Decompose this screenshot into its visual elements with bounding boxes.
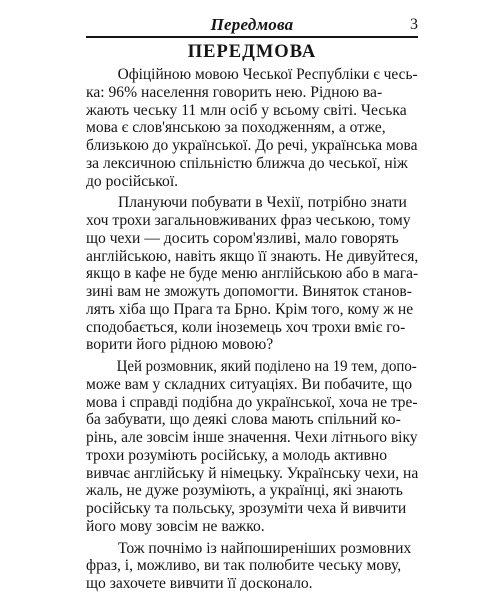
text-line: до російської. — [86, 172, 179, 190]
text-line: англійською, навіть якщо її знають. Не дивуйтеся, — [86, 247, 419, 265]
text-line: може вам у складних ситуаціях. Ви побачите, що — [86, 375, 413, 393]
text-line: ка: 96% населення говорить нею. Рідною ва- — [86, 83, 383, 101]
chapter-title: ПЕРЕДМОВА — [187, 42, 317, 62]
page-number: 3 — [410, 16, 418, 33]
text-line: що чехи — досить сором'язливі, мало говорять — [86, 229, 399, 247]
text-line: трохи розуміють російську, а молодь активно — [86, 446, 388, 464]
text-line: жаль, не дуже розуміють, а українці, які знають — [86, 482, 403, 500]
body-text — [86, 66, 418, 597]
text-line: мова є слов'янською за походженням, а отже, — [86, 119, 386, 137]
text-line: лять хіба що Прага та Брно. Крім того, кому ж не — [86, 300, 414, 318]
text-line: Плануючи побувати в Чехії, потрібно знати — [118, 194, 407, 212]
header-rule — [86, 36, 418, 38]
text-line: близькою до української. До речі, українська мова — [86, 137, 418, 154]
paragraph-closing — [86, 540, 418, 593]
text-line: ба забувати, що деякі слова мають спільний ко- — [86, 411, 401, 429]
text-line: Офіційною мовою Чеської Республіки є чесь- — [117, 66, 418, 83]
paragraph-travel-planning — [86, 194, 418, 354]
text-line: ворити його рідною мовою? — [86, 336, 274, 354]
running-title: Передмова — [210, 15, 294, 34]
text-line: його мову зовсім не важко. — [86, 517, 265, 535]
paragraph-phrasebook — [86, 358, 418, 536]
text-line: російську та польську, зрозуміти чеха й вивчити — [86, 500, 407, 517]
text-line: Цей розмовник, який поділено на 19 тем, допо- — [116, 358, 417, 375]
text-line: що захочете вивчити її досконало. — [86, 575, 313, 592]
text-line: вивчає англійську й німецьку. Українську чехи, на — [86, 464, 419, 482]
running-header — [86, 14, 418, 38]
text-line: зині вам не зможуть допомогти. Виняток станов- — [86, 283, 412, 300]
paragraph-official-language — [86, 66, 418, 190]
text-line: жають чеську 11 млн осіб у всьому світі. Чеська — [86, 101, 407, 119]
text-line: рінь, але зовсім інше значення. Чехи літнього віку — [86, 429, 418, 446]
text-line: якщо в кафе не буде меню англійською або в мага- — [86, 265, 419, 283]
text-line: сподобається, коли іноземець хоч трохи вміє го- — [86, 318, 406, 336]
text-line: мова і справді подібна до української, хоча не тре- — [86, 393, 418, 411]
text-line: хоч трохи загальновживаних фраз чеською, тому — [86, 212, 411, 229]
text-line: фраз, і, можливо, ви так полюбите чеську мову, — [86, 557, 402, 575]
text-line: Тож почнімо із найпоширеніших розмовних — [118, 539, 412, 557]
text-line: за лексичною спільністю ближча до чеської, ніж — [86, 154, 408, 172]
